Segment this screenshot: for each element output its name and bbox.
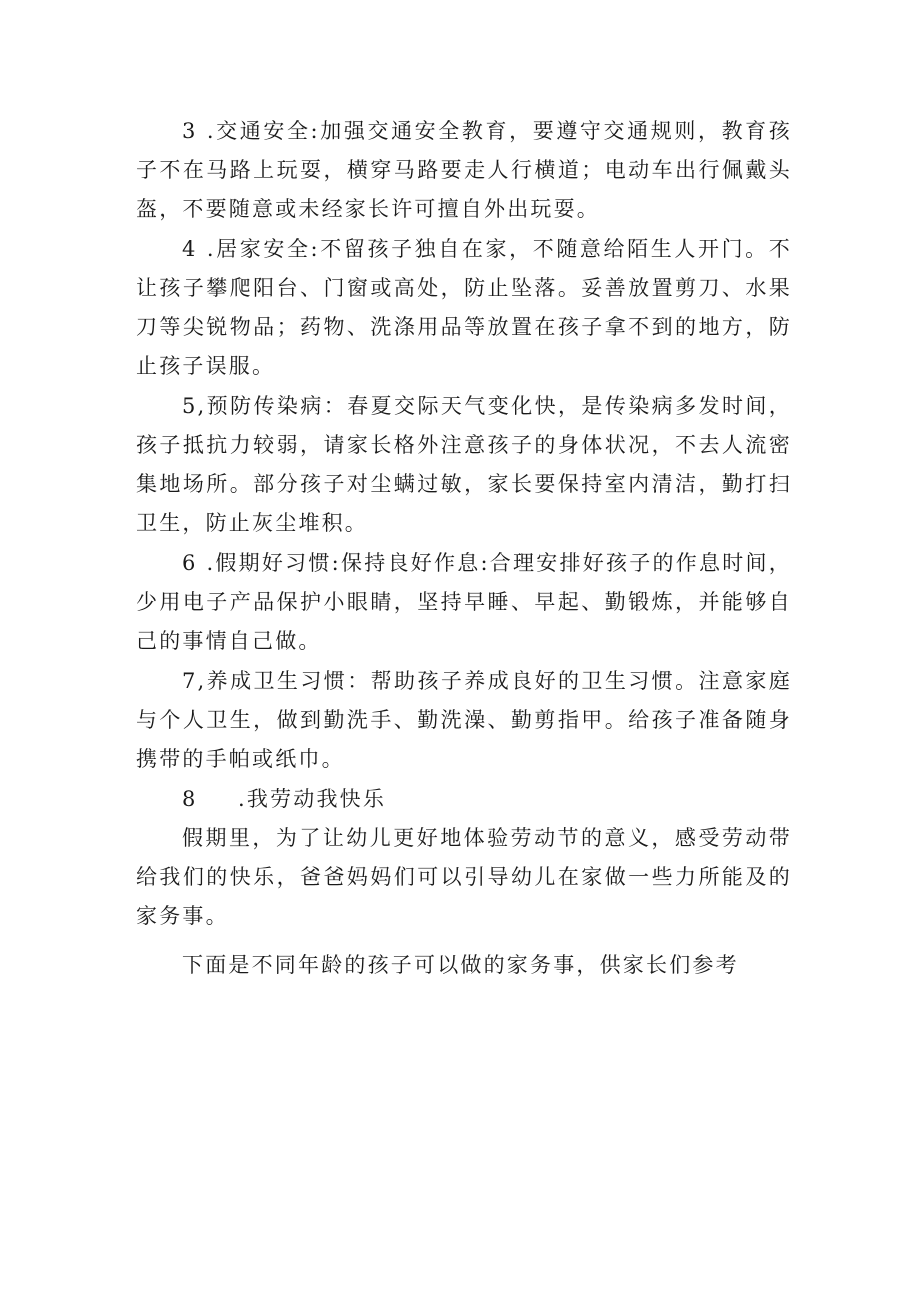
section-heading-text: .我劳动我快乐: [238, 787, 387, 811]
paragraph-home-safety: 4 .居家安全:不留孩子独自在家，不随意给陌生人开门。不让孩子攀爬阳台、门窗或高处，防止坠落。妥善放置剪刀、水果刀等尖锐物品；药物、洗涤用品等放置在孩子拿不到的地方，防止孩子误服。: [136, 237, 792, 378]
section-heading-labor: [136, 780, 792, 819]
paragraph-traffic-safety: 3 .交通安全:加强交通安全教育，要遵守交通规则，教育孩子不在马路上玩耍，横穿马路要走人行横道；电动车出行佩戴头盔，不要随意或未经家长许可擅自外出玩耍。: [136, 119, 792, 221]
paragraph-hygiene-habits: 7,养成卫生习惯：帮助孩子养成良好的卫生习惯。注意家庭与个人卫生，做到勤洗手、勤洗澡、勤剪指甲。给孩子准备随身携带的手帕或纸巾。: [136, 669, 792, 771]
section-heading-number: 8: [182, 787, 198, 811]
paragraph-holiday-habits: 6 .假期好习惯:保持良好作息:合理安排好孩子的作息时间，少用电子产品保护小眼睛，坚持早睡、早起、勤锻炼，并能够自己的事情自己做。: [136, 551, 792, 653]
document-body: [136, 112, 792, 985]
paragraph-chores-intro: 下面是不同年龄的孩子可以做的家务事，供家长们参考: [182, 953, 739, 977]
paragraph-disease-prevention: 5,预防传染病：春夏交际天气变化快，是传染病多发时间，孩子抵抗力较弱，请家长格外注意孩子的身体状况，不去人流密集地场所。部分孩子对尘螨过敏，家长要保持室内清洁，勤打扫卫生，防止灰尘堆积。: [136, 394, 792, 535]
paragraph-labor-day: 假期里，为了让幼儿更好地体验劳动节的意义，感受劳动带给我们的快乐，爸爸妈妈们可以引导幼儿在家做一些力所能及的家务事。: [136, 826, 792, 928]
